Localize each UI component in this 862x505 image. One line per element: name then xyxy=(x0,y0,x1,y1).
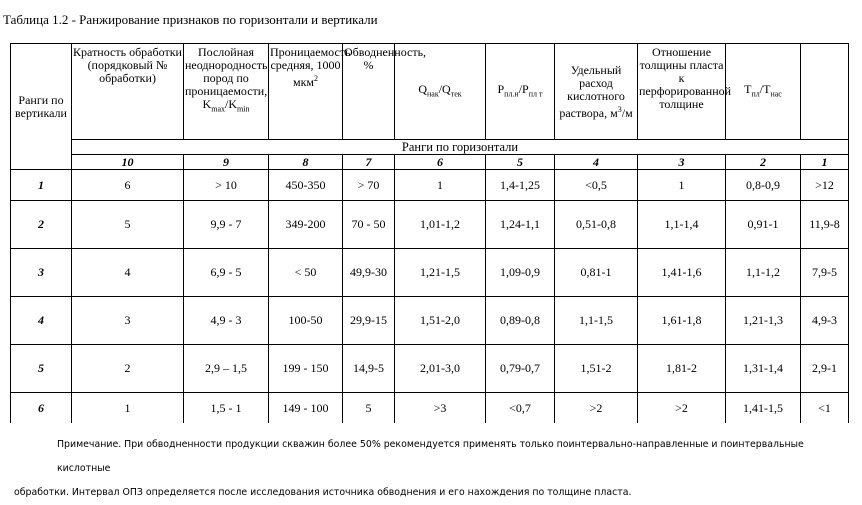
row-rank: 5 xyxy=(11,345,72,393)
cell-c2: 1,31-1,4 xyxy=(726,345,801,393)
cell-c10: 3 xyxy=(72,297,184,345)
cell-c9: > 10 xyxy=(184,170,269,201)
cell-c5: <0,7 xyxy=(486,393,555,424)
cell-c6: 2,01-3,0 xyxy=(395,345,486,393)
cell-c6: 1,51-2,0 xyxy=(395,297,486,345)
cell-c1: 4,9-3 xyxy=(801,297,849,345)
cell-c4: 1,1-1,5 xyxy=(555,297,638,345)
col-number: 7 xyxy=(343,155,395,170)
table-note xyxy=(14,433,854,505)
header-permeability: Проницаемость средняя, 1000 мкм$^2$ xyxy=(269,44,343,140)
row-rank: 4 xyxy=(11,297,72,345)
cell-c9: 4,9 - 3 xyxy=(184,297,269,345)
cell-c3: >2 xyxy=(638,393,726,424)
header-acid-consumption: Удельный расход кислотного раствора, $м^3/м$ xyxy=(555,44,638,140)
cell-c7: 29,9-15 xyxy=(343,297,395,345)
header-row-ranks: Ранги по вертикали xyxy=(11,44,72,170)
header-row xyxy=(11,44,849,140)
cell-c5: 0,79-0,7 xyxy=(486,345,555,393)
col-ranks-label: Ранги по горизонтали xyxy=(72,140,849,155)
ranking-table xyxy=(10,43,849,423)
col-number: 8 xyxy=(269,155,343,170)
col-ranks-row xyxy=(11,140,849,155)
cell-c4: <0,5 xyxy=(555,170,638,201)
cell-c9: 1,5 - 1 xyxy=(184,393,269,424)
row-rank: 3 xyxy=(11,249,72,297)
col-number: 1 xyxy=(801,155,849,170)
cell-c10: 1 xyxy=(72,393,184,424)
cell-c2: 1,1-1,2 xyxy=(726,249,801,297)
header-thickness-ratio: Отношение толщины пласта к перфорированной толщине xyxy=(638,44,726,140)
cell-c2: 0,8-0,9 xyxy=(726,170,801,201)
header-q-ratio: $Q_{нак}/Q_{тек}$ xyxy=(395,44,486,140)
table-row xyxy=(11,345,849,393)
cell-c10: 4 xyxy=(72,249,184,297)
note-line-1: Примечание. При обводненности продукции скважин более 50% рекомендуется применять только поинтервально-направленные и поинтервальные кислотные xyxy=(57,439,804,474)
cell-c3: 1,41-1,6 xyxy=(638,249,726,297)
cell-c10: 2 xyxy=(72,345,184,393)
cell-c5: 1,24-1,1 xyxy=(486,201,555,249)
cell-c6: 1,21-1,5 xyxy=(395,249,486,297)
cell-c7: 14,9-5 xyxy=(343,345,395,393)
cell-c9: 2,9 – 1,5 xyxy=(184,345,269,393)
col-number: 5 xyxy=(486,155,555,170)
cell-c8: 100-50 xyxy=(269,297,343,345)
cell-c6: 1 xyxy=(395,170,486,201)
note-line-2: обработки. Интервал ОПЗ определяется после исследования источника обводнения и его нахождения по толщине пласта. xyxy=(14,487,632,498)
cell-c1: 11,9-8 xyxy=(801,201,849,249)
cell-c10: 6 xyxy=(72,170,184,201)
table-row xyxy=(11,249,849,297)
cell-c3: 1,81-2 xyxy=(638,345,726,393)
cell-c6: >3 xyxy=(395,393,486,424)
cell-c4: 0,81-1 xyxy=(555,249,638,297)
cell-c5: 0,89-0,8 xyxy=(486,297,555,345)
cell-c9: 6,9 - 5 xyxy=(184,249,269,297)
cell-c1: >12 xyxy=(801,170,849,201)
col-number: 2 xyxy=(726,155,801,170)
cell-c8: 149 - 100 xyxy=(269,393,343,424)
cell-c6: 1,01-1,2 xyxy=(395,201,486,249)
cell-c5: 1,09-0,9 xyxy=(486,249,555,297)
cell-c3: 1,61-1,8 xyxy=(638,297,726,345)
col-number: 6 xyxy=(395,155,486,170)
cell-c2: 0,91-1 xyxy=(726,201,801,249)
cell-c5: 1,4-1,25 xyxy=(486,170,555,201)
cell-c8: 199 - 150 xyxy=(269,345,343,393)
header-pressure-ratio: $P_{пл.н}/P_{пл т}$ xyxy=(486,44,555,140)
table-caption: Таблица 1.2 - Ранжирование признаков по горизонтали и вертикали xyxy=(3,12,378,27)
table-row xyxy=(11,201,849,249)
cell-c8: 349-200 xyxy=(269,201,343,249)
cell-c7: 5 xyxy=(343,393,395,424)
cell-c10: 5 xyxy=(72,201,184,249)
cell-c4: 1,51-2 xyxy=(555,345,638,393)
cell-c4: >2 xyxy=(555,393,638,424)
header-empty xyxy=(801,44,849,140)
col-number: 9 xyxy=(184,155,269,170)
cell-c7: > 70 xyxy=(343,170,395,201)
header-layer-heterogeneity: Послойная неоднородность пород по проницаемости, $K_{max}/K_{min}$ xyxy=(184,44,269,140)
col-number: 3 xyxy=(638,155,726,170)
cell-c8: 450-350 xyxy=(269,170,343,201)
table-row xyxy=(11,297,849,345)
cell-c2: 1,41-1,5 xyxy=(726,393,801,424)
row-rank: 2 xyxy=(11,201,72,249)
cell-c4: 0,51-0,8 xyxy=(555,201,638,249)
cell-c1: <1 xyxy=(801,393,849,424)
cell-c2: 1,21-1,3 xyxy=(726,297,801,345)
cell-c9: 9,9 - 7 xyxy=(184,201,269,249)
cell-c1: 2,9-1 xyxy=(801,345,849,393)
cell-c7: 70 - 50 xyxy=(343,201,395,249)
row-rank: 1 xyxy=(11,170,72,201)
cell-c1: 7,9-5 xyxy=(801,249,849,297)
col-number-row xyxy=(11,155,849,170)
header-water-cut: Обводненность, % xyxy=(343,44,395,140)
table-row xyxy=(11,393,849,424)
cell-c7: 49,9-30 xyxy=(343,249,395,297)
table-row xyxy=(11,170,849,201)
row-rank: 6 xyxy=(11,393,72,424)
cell-c8: < 50 xyxy=(269,249,343,297)
cell-c3: 1,1-1,4 xyxy=(638,201,726,249)
header-treatment-multiplicity: Кратность обработки (порядковый № обработки) xyxy=(72,44,184,140)
col-number: 10 xyxy=(72,155,184,170)
col-number: 4 xyxy=(555,155,638,170)
header-temperature-ratio: $T_{пл}/T_{нас}$ xyxy=(726,44,801,140)
cell-c3: 1 xyxy=(638,170,726,201)
